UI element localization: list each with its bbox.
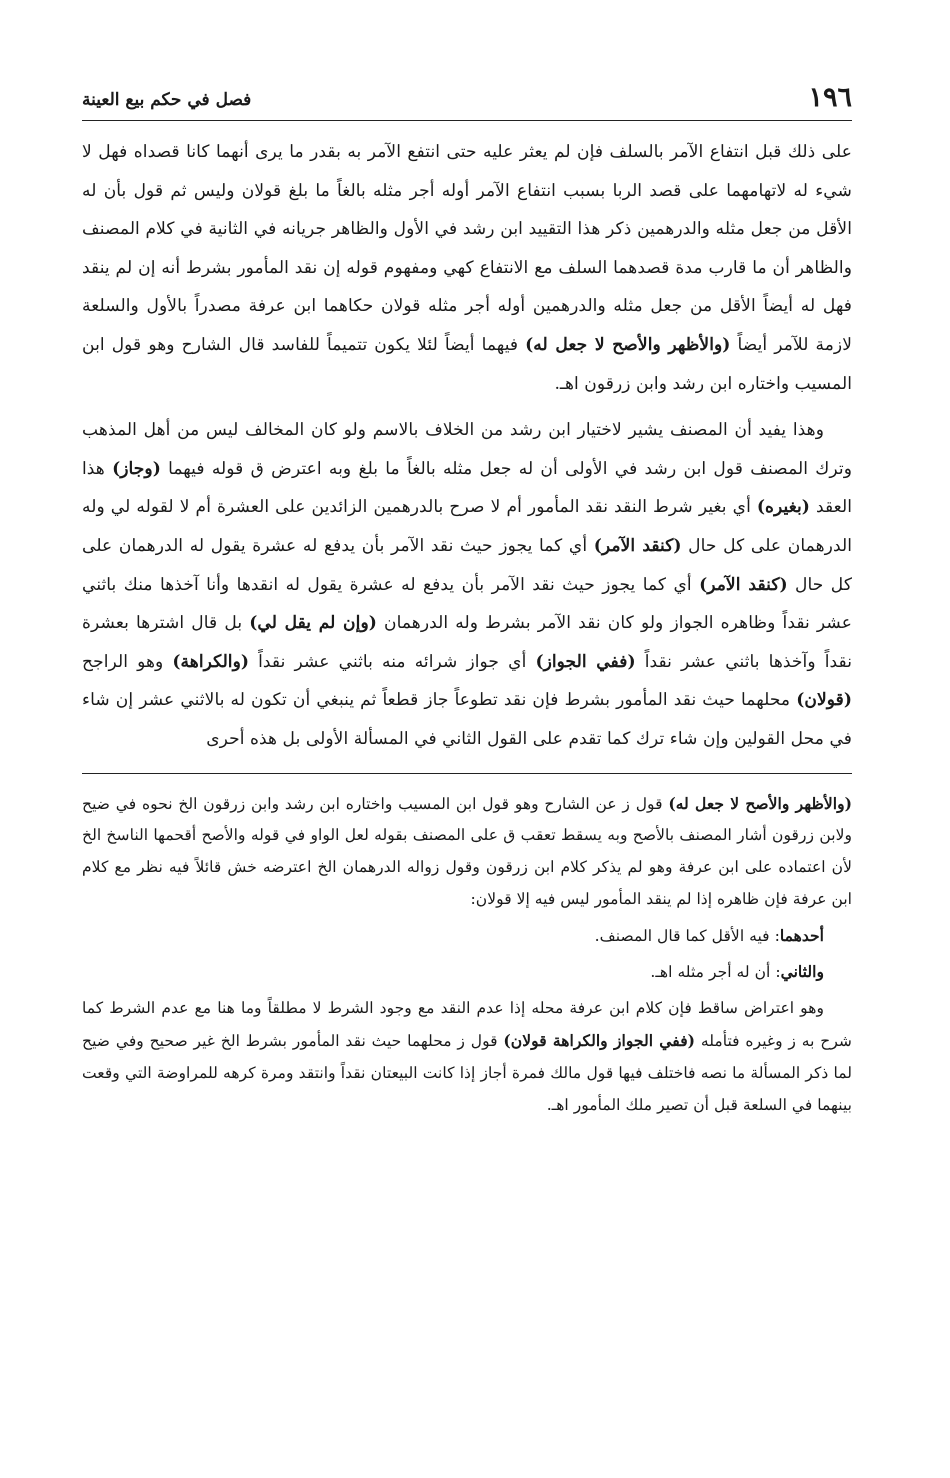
- quoted-matn: (والكراهة): [172, 651, 250, 672]
- quoted-matn: (كنقد الآمر): [593, 535, 682, 556]
- quoted-matn: (كنقد الآمر): [699, 574, 788, 595]
- page-number: ١٩٦: [808, 82, 852, 113]
- quoted-matn: (وإن لم يقل لي): [249, 613, 377, 634]
- footnote-paragraph-1: (والأظهر والأصح لا جعل له) قول ز عن الشارح وهو قول ابن المسيب واختاره ابن رشد وابن زرقون الخ نحوه في ضيح ولابن زرقون أشار المصنف بالأصح وبه يسقط تعقب ق على المصنف بقوله لعل الواو في قوله والأصح أقحمها الناسخ الخ لأن اعتماده على ابن عرفة وهو لم يذكر كلام ابن زرقون وقول زواله الدرهمان الخ اعترضه خش قائلاً فيه نظر مع كلام ابن عرفة فإن ظاهره إذا لم ينقد المأمور ليس فيه إلا قولان:: [82, 793, 852, 908]
- chapter-title: فصل في حكم بيع العينة: [82, 90, 252, 110]
- running-header: [82, 78, 852, 121]
- item-label: والثاني: [780, 962, 824, 982]
- quoted-matn: (بغيره): [756, 497, 810, 518]
- footnote-divider: [82, 773, 852, 774]
- quoted-matn: (والأظهر والأصح لا جعل له): [668, 793, 852, 813]
- footnote-item-first: أحدهما: فيه الأقل كما قال المصنف.: [594, 925, 824, 945]
- footnote-paragraph-2: وهو اعتراض ساقط فإن كلام ابن عرفة محله إذا عدم النقد مع وجود الشرط لا مطلقاً وما هنا مع عدم الشرط كما شرح به ز وغيره فتأمله (ففي الجواز والكراهة قولان) قول ز محلهما حيث نقد المأمور بشرط الخ غير صحيح وفي ضيح لما ذكر المسألة ما نصه فاختلف فيها قول مالك فمرة أجاز إذا كانت البيعتان نقداً وانتقد ومرة كرهه للمراوضة التي وقعت بينهما في السلعة قبل أن تصير ملك المأمور اهـ.: [82, 999, 852, 1114]
- footnote-item-second: والثاني: أن له أجر مثله اهـ.: [650, 962, 824, 982]
- main-paragraph-1: على ذلك قبل انتفاع الآمر بالسلف فإن لم يعثر عليه حتى انتفع الآمر به بقدر ما يرى أنهما كانا قصداه فهل لا شيء له لاتهامهما على قصد الربا بسبب انتفاع الآمر أوله أجر مثله بالغاً ما بلغ قولان وليس ثم قول بأن له الأقل من جعل مثله والدرهمين ذكر هذا التقييد ابن رشد في الأول والظاهر جريانه في الثانية في كلام المصنف والظاهر أن ما قارب مدة قصدهما السلف مع الانتفاع كهي ومفهوم قوله إن نقد المأمور بشرط أنه إن لم ينقد فهل له أيضاً الأقل من جعل مثله والدرهمين أوله أجر مثله قولان حكاهما ابن عرفة مصدراً بالأول والسلعة لازمة للآمر أيضاً (والأظهر والأصح لا جعل له) فيهما أيضاً لئلا يكون تتميماً للفاسد قال الشارح وهو قول ابن المسيب واختاره ابن رشد وابن زرقون اهـ.: [82, 142, 852, 394]
- quoted-matn: (ففي الجواز والكراهة قولان): [503, 1031, 696, 1051]
- quoted-matn: (قولان): [796, 690, 852, 711]
- quoted-matn: (ففي الجواز): [535, 651, 636, 672]
- quoted-matn: (وجاز): [112, 458, 161, 479]
- main-text: [82, 133, 852, 759]
- book-page: [82, 78, 852, 1418]
- main-paragraph-2: وهذا يفيد أن المصنف يشير لاختيار ابن رشد من الخلاف بالاسم ولو كان المخالف ليس من أهل المذهب وترك المصنف قول ابن رشد في الأولى أن له جعل مثله بالغاً ما بلغ وبه اعترض ق قوله فيهما (وجاز) هذا العقد (بغيره) أي بغير شرط النقد نقد المأمور أم لا صرح بالدرهمين الزائدين على العشرة أم لا لقوله لي وله الدرهمان على كل حال (كنقد الآمر) أي كما يجوز حيث نقد الآمر بأن يدفع له عشرة يقول له الدرهمان على كل حال (كنقد الآمر) أي كما يجوز حيث نقد الآمر بأن يدفع له عشرة يقول له انقدها وأنا آخذها منك باثني عشر نقداً وظاهره الجواز ولو كان نقد الآمر بشرط وله الدرهمان (وإن لم يقل لي) بل قال اشترها بعشرة نقداً وآخذها باثني عشر نقداً (ففي الجواز) أي جواز شرائه منه باثني عشر نقداً (والكراهة) وهو الراجح (قولان) محلهما حيث نقد المأمور بشرط فإن نقد تطوعاً جاز قطعاً ثم ينبغي أن تكون له بالاثني عشر إن شاء في محل القولين وإن شاء ترك كما تقدم على القول الثاني في المسألة الأولى بل هذه أحرى: [82, 420, 852, 749]
- footnotes: [82, 788, 852, 1122]
- quoted-matn: (والأظهر والأصح لا جعل له): [525, 334, 731, 355]
- item-label: أحدهما: [779, 925, 824, 945]
